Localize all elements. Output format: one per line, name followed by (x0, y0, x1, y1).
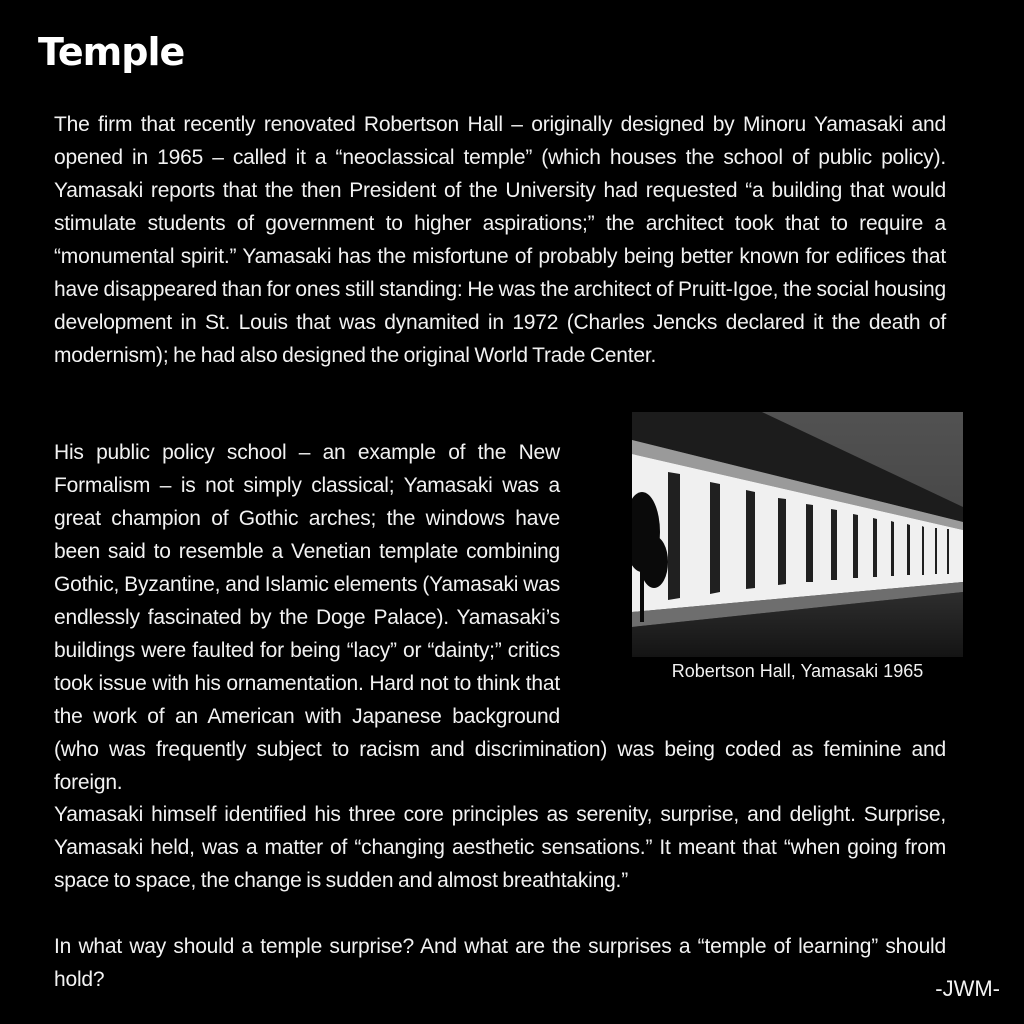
paragraph-2: His public policy school – an example of the New Formalism – is not simply classical; Yamasaki was a great champion of Gothic arches; the windows have been said to resemble a Venetian template combining Gothic, Byzantine, and Islamic elements (Yamasaki was endlessly fascinated by the Doge Palace). Yamasaki’s buildings were faulted for being “lacy” or “dainty;” critics took issue with his ornamentation. Hard not to think that the work of an American with Japanese background (who was frequently subject to racism and discrimination) was being coded as feminine and foreign. (54, 441, 946, 794)
author-signature: -JWM- (935, 976, 1000, 1001)
paragraph-3: Yamasaki himself identified his three core principles as serenity, surprise, and delight. Surprise, Yamasaki held, was a matter of “changing aesthetic sensations.” It meant that “when going from space to space, the change is sudden and almost breathtaking.” (54, 803, 946, 892)
paragraph-1: The firm that recently renovated Robertson Hall – originally designed by Minoru Yamasaki and opened in 1965 – called it a “neoclassical temple” (which houses the school of public policy). Yamasaki reports that the then President of the University had requested “a building that would stimulate students of government to higher aspirations;” the architect took that to require a “monumental spirit.” Yamasaki has the misfortune of probably being better known for edifices that have disappeared than for ones still standing: He was the architect of Pruitt-Igoe, the social housing development in St. Louis that was dynamited in 1972 (Charles Jencks declared it the death of modernism); he had also designed the original World Trade Center. (54, 113, 946, 367)
robertson-hall-photo (632, 412, 963, 657)
paragraph-4: In what way should a temple surprise? And what are the surprises a “temple of learning” should hold? (54, 935, 946, 991)
photo-caption: Robertson Hall, Yamasaki 1965 (671, 661, 924, 681)
page-title: Temple (38, 30, 185, 74)
